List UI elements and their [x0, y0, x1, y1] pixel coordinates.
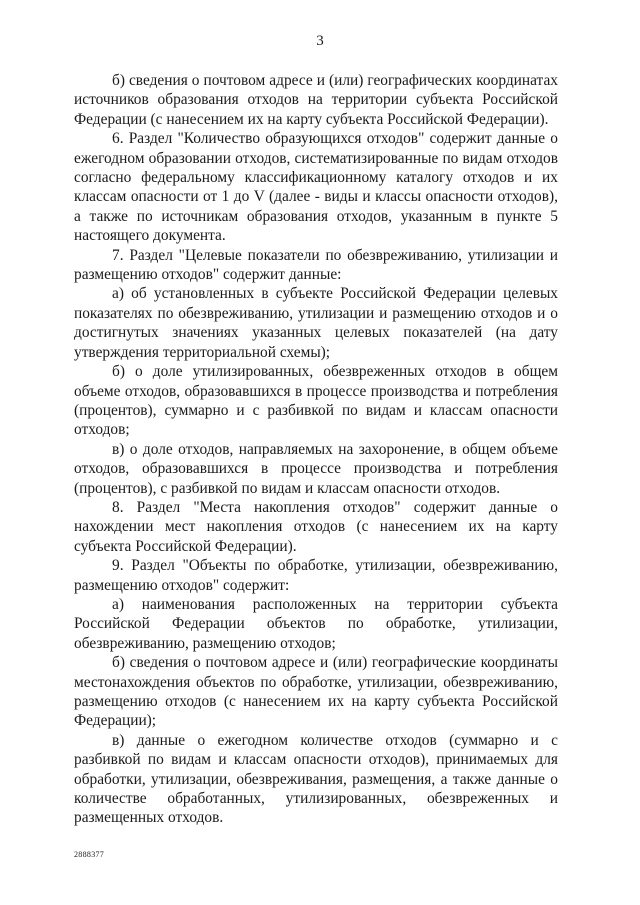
paragraph: 8. Раздел "Места накопления отходов" содержит данные о нахождении мест накопления отходов (с нанесением их на карту субъекта Российской Федерации).	[74, 498, 558, 555]
document-id: 2888377	[74, 850, 105, 859]
paragraph: 7. Раздел "Целевые показатели по обезвреживанию, утилизации и размещению отходов" содержит данные:	[74, 246, 558, 284]
document-body	[74, 71, 558, 828]
paragraph: б) сведения о почтовом адресе и (или) географические координаты местонахождения объектов по обработке, утилизации, обезвреживанию, размещению отходов (с нанесением их на карту субъекта Российской Федерации);	[74, 654, 558, 730]
paragraph: а) наименования расположенных на территории субъекта Российской Федерации объектов по обработке, утилизации, обезвреживанию, размещению отходов;	[74, 595, 558, 652]
paragraph: б) сведения о почтовом адресе и (или) географических координатах источников образования отходов на территории субъекта Российской Федерации (с нанесением их на карту субъекта Российской Федерации).	[74, 72, 558, 128]
paragraph: в) данные о ежегодном количестве отходов (суммарно и с разбивкой по видам и классам опасности отходов), принимаемых для обработки, утилизации, обезвреживания, размещения, а также данные о количестве обработанных, утилизированных, обезвреженных и размещенных отходов.	[74, 731, 558, 827]
paragraph: а) об установленных в субъекте Российской Федерации целевых показателях по обезвреживанию, утилизации и размещению отходов и о достигнутых значениях указанных целевых показателей (на дату утверждения территориальной схемы);	[74, 285, 558, 361]
paragraph: в) о доле отходов, направляемых на захоронение, в общем объеме отходов, образовавшихся в процессе производства и потребления (процентов), с разбивкой по видам и классам опасности отходов.	[74, 440, 558, 497]
page-number: 3	[316, 33, 324, 49]
paragraph: б) о доле утилизированных, обезвреженных отходов в общем объеме отходов, образовавшихся в процессе производства и потребления (процентов), суммарно и с разбивкой по видам и классам опасности отходов;	[74, 363, 558, 439]
paragraph: 9. Раздел "Объекты по обработке, утилизации, обезвреживанию, размещению отходов" содержит:	[74, 557, 558, 594]
paragraph: 6. Раздел "Количество образующихся отходов" содержит данные о ежегодном образовании отходов, систематизированные по видам отходов согласно федеральному классификационному каталогу отходов и их классам опасности от 1 до V (далее - виды и классы опасности отходов), а также по источникам образования отходов, указанным в пункте 5 настоящего документа.	[74, 130, 558, 245]
